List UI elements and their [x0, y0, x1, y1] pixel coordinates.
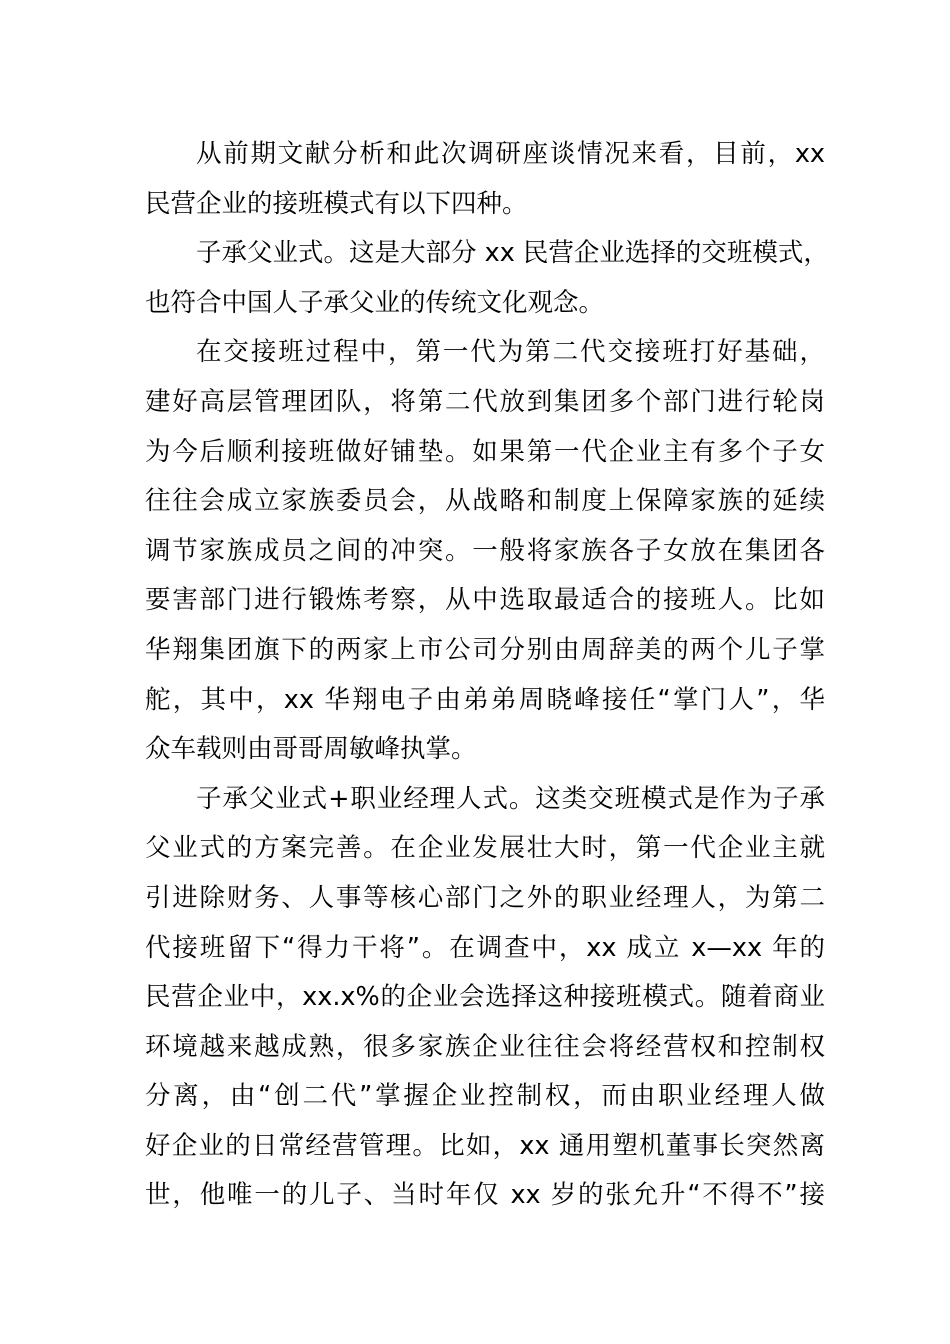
- text-line: 民营企业中，xx.x%的企业会选择这种接班模式。随着商业: [145, 982, 825, 1013]
- text-line: 调节家族成员之间的冲突。一般将家族各子女放在集团各: [145, 535, 825, 566]
- text-line: 为今后顺利接班做好铺垫。如果第一代企业主有多个子女: [145, 436, 825, 467]
- text-line: 代接班留下“得力干将”。在调查中，xx 成立 x—xx 年的: [145, 932, 825, 963]
- text-line: 民营企业的接班模式有以下四种。: [145, 188, 528, 219]
- text-line: 舵，其中，xx 华翔电子由弟弟周晓峰接任“掌门人”，华: [145, 684, 825, 715]
- text-line: 分离，由“创二代”掌握企业控制权，而由职业经理人做: [145, 1081, 825, 1112]
- text-line: 建好高层管理团队，将第二代放到集团多个部门进行轮岗: [145, 386, 825, 417]
- text-line: 世，他唯一的儿子、当时年仅 xx 岁的张允升“不得不”接: [145, 1180, 825, 1211]
- text-line: 子承父业式+职业经理人式。这类交班模式是作为子承: [196, 783, 825, 814]
- text-line: 往往会成立家族委员会，从战略和制度上保障家族的延续: [145, 486, 825, 517]
- text-line: 引进除财务、人事等核心部门之外的职业经理人，为第二: [145, 882, 825, 913]
- text-line: 从前期文献分析和此次调研座谈情况来看，目前，xx: [196, 139, 825, 169]
- text-line: 环境越来越成熟，很多家族企业往往会将经营权和控制权: [145, 1031, 825, 1062]
- text-line: 众车载则由哥哥周敏峰执掌。: [145, 734, 477, 765]
- text-line: 也符合中国人子承父业的传统文化观念。: [145, 287, 605, 318]
- text-line: 子承父业式。这是大部分 xx 民营企业选择的交班模式，: [196, 238, 829, 269]
- body-text: [145, 130, 829, 1221]
- text-line: 华翔集团旗下的两家上市公司分别由周辞美的两个儿子掌: [145, 634, 825, 665]
- text-line: 要害部门进行锻炼考察，从中选取最适合的接班人。比如: [145, 585, 825, 616]
- text-line: 好企业的日常经营管理。比如，xx 通用塑机董事长突然离: [145, 1130, 825, 1161]
- text-line: 在交接班过程中，第一代为第二代交接班打好基础，: [196, 337, 825, 368]
- text-line: 父业式的方案完善。在企业发展壮大时，第一代企业主就: [145, 833, 825, 864]
